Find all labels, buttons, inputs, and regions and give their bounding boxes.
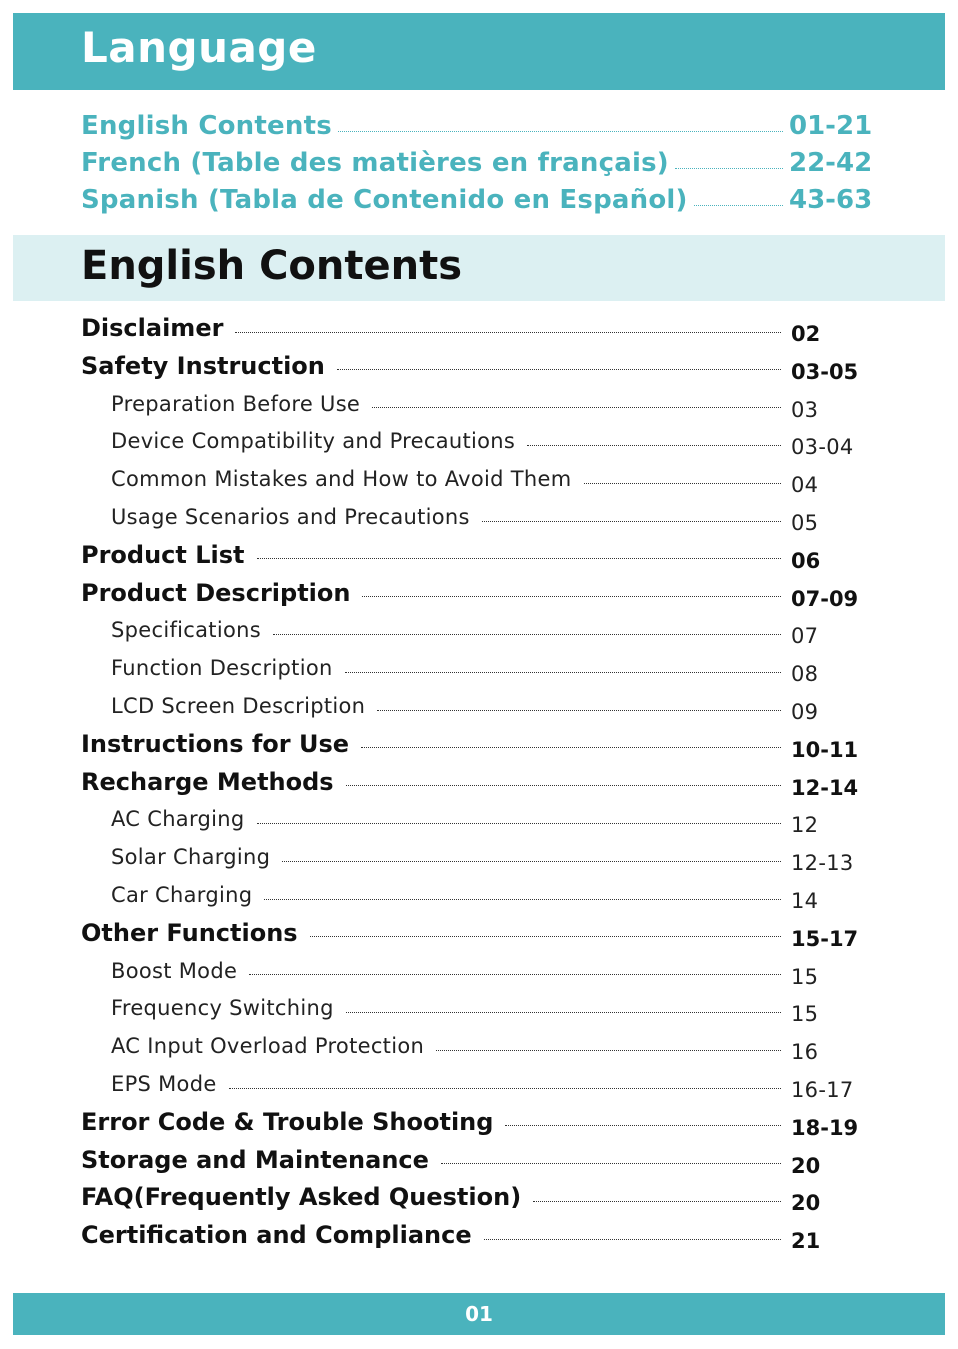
language-item-label: French (Table des matières en français): [81, 148, 669, 178]
toc-item-pages: 06: [791, 548, 821, 573]
leader-dots: [264, 899, 781, 900]
language-item-pages: 43-63: [789, 185, 873, 215]
toc-section[interactable]: [81, 915, 861, 951]
leader-dots: [584, 483, 782, 484]
toc-item-label: Common Mistakes and How to Avoid Them: [111, 467, 572, 492]
toc-item-label: Certification and Compliance: [81, 1221, 472, 1250]
toc-section[interactable]: [81, 764, 861, 800]
toc-item-pages: 20: [791, 1191, 821, 1216]
toc-item-label: Error Code & Trouble Shooting: [81, 1107, 494, 1136]
leader-dots: [235, 332, 781, 333]
toc-item-label: EPS Mode: [111, 1072, 217, 1096]
toc-section[interactable]: [81, 310, 861, 346]
toc-item-label: Usage Scenarios and Precautions: [111, 505, 470, 529]
leader-dots: [249, 974, 781, 975]
toc-subsection[interactable]: [111, 461, 861, 497]
toc-item-label: Specifications: [111, 618, 261, 643]
toc-item-label: Device Compatibility and Precautions: [111, 429, 516, 454]
leader-dots: [337, 369, 781, 370]
toc-item-pages: 03-04: [791, 435, 854, 460]
leader-dots: [694, 205, 783, 206]
leader-dots: [527, 445, 781, 446]
toc-section[interactable]: [81, 1217, 861, 1253]
toc-item-pages: 21: [791, 1229, 821, 1254]
leader-dots: [436, 1050, 781, 1051]
toc-item-pages: 12-14: [791, 775, 859, 800]
toc-subsection[interactable]: [111, 1066, 861, 1102]
toc-section[interactable]: [81, 1104, 861, 1140]
toc-item-label: Car Charging: [111, 883, 253, 907]
toc-item-pages: 15-17: [791, 926, 859, 951]
page-number: 01: [465, 1302, 493, 1326]
language-item-label: English Contents: [81, 111, 332, 141]
toc-section[interactable]: [81, 726, 861, 762]
toc-item-pages: 05: [791, 511, 819, 535]
toc-item-label: LCD Screen Description: [111, 694, 366, 718]
toc-item-pages: 02: [791, 322, 821, 346]
language-item-pages: 22-42: [789, 148, 873, 178]
leader-dots: [310, 936, 781, 937]
leader-dots: [346, 1012, 781, 1013]
toc-item-label: Preparation Before Use: [111, 391, 361, 416]
toc-section[interactable]: [81, 1142, 861, 1178]
toc-item-pages: 07: [791, 624, 819, 649]
leader-dots: [361, 747, 781, 748]
toc-item-label: Disclaimer: [81, 314, 224, 342]
toc-item-label: Product Description: [81, 578, 351, 607]
leader-dots: [273, 634, 781, 635]
toc-item-pages: 08: [791, 662, 819, 687]
toc-subsection[interactable]: [111, 612, 861, 648]
toc-item-pages: 16-17: [791, 1078, 854, 1102]
contents-title: English Contents: [81, 243, 463, 289]
leader-dots: [372, 407, 781, 408]
toc-item-pages: 12-13: [791, 851, 854, 876]
toc-item-pages: 03: [791, 397, 819, 422]
leader-dots: [505, 1125, 781, 1126]
leader-dots: [441, 1163, 781, 1164]
toc-subsection[interactable]: [111, 990, 861, 1026]
toc-subsection[interactable]: [111, 423, 861, 459]
toc-item-label: Solar Charging: [111, 845, 271, 870]
contents-header-band: [13, 235, 945, 301]
toc-item-pages: 07-09: [791, 586, 859, 611]
leader-dots: [484, 1239, 781, 1240]
toc-item-pages: 14: [791, 889, 819, 913]
toc-subsection[interactable]: [111, 839, 861, 875]
toc-subsection[interactable]: [111, 499, 861, 535]
toc-item-pages: 03-05: [791, 359, 859, 384]
leader-dots: [377, 710, 781, 711]
toc-item-label: Frequency Switching: [111, 996, 334, 1021]
toc-item-pages: 20: [791, 1153, 821, 1178]
toc-item-pages: 15: [791, 1002, 819, 1027]
language-item-spanish[interactable]: [81, 182, 871, 218]
toc-item-label: FAQ(Frequently Asked Question): [81, 1183, 522, 1212]
language-title: Language: [81, 23, 317, 72]
toc-subsection[interactable]: [111, 386, 861, 422]
toc-item-label: Storage and Maintenance: [81, 1145, 429, 1174]
language-item-label: Spanish (Tabla de Contenido en Español): [81, 185, 688, 215]
language-header-bar: [13, 13, 945, 90]
toc-item-pages: 09: [791, 700, 819, 724]
toc-item-label: Other Functions: [81, 918, 298, 947]
toc-section[interactable]: [81, 1179, 861, 1215]
toc-section[interactable]: [81, 348, 861, 384]
toc-subsection[interactable]: [111, 1028, 861, 1064]
toc-item-label: Recharge Methods: [81, 767, 334, 796]
leader-dots: [338, 131, 783, 132]
toc-item-pages: 18-19: [791, 1115, 859, 1140]
leader-dots: [533, 1201, 781, 1202]
toc-subsection[interactable]: [111, 688, 861, 724]
leader-dots: [282, 861, 781, 862]
toc-subsection[interactable]: [111, 650, 861, 686]
leader-dots: [257, 823, 781, 824]
leader-dots: [257, 558, 781, 559]
leader-dots: [482, 521, 781, 522]
footer-bar: [13, 1293, 945, 1335]
language-item-english[interactable]: [81, 108, 871, 144]
toc-item-label: AC Charging: [111, 807, 245, 832]
toc-item-pages: 12: [791, 813, 819, 838]
toc-item-label: AC Input Overload Protection: [111, 1034, 425, 1059]
toc-item-label: Instructions for Use: [81, 729, 350, 758]
toc-item-label: Boost Mode: [111, 958, 238, 983]
toc-subsection[interactable]: [111, 877, 861, 913]
leader-dots: [346, 785, 781, 786]
toc-subsection[interactable]: [111, 953, 861, 989]
leader-dots: [675, 168, 783, 169]
leader-dots: [362, 596, 781, 597]
leader-dots: [229, 1088, 781, 1089]
toc-section[interactable]: [81, 537, 861, 573]
toc-item-label: Safety Instruction: [81, 351, 325, 380]
toc-item-label: Function Description: [111, 656, 333, 681]
leader-dots: [345, 672, 781, 673]
toc-section[interactable]: [81, 575, 861, 611]
toc-item-pages: 10-11: [791, 737, 859, 762]
language-item-pages: 01-21: [789, 111, 873, 141]
toc-item-pages: 04: [791, 473, 819, 498]
toc-subsection[interactable]: [111, 801, 861, 837]
language-item-french[interactable]: [81, 145, 871, 181]
toc-item-pages: 15: [791, 964, 819, 989]
toc-item-label: Product List: [81, 540, 245, 569]
toc-item-pages: 16: [791, 1040, 819, 1065]
